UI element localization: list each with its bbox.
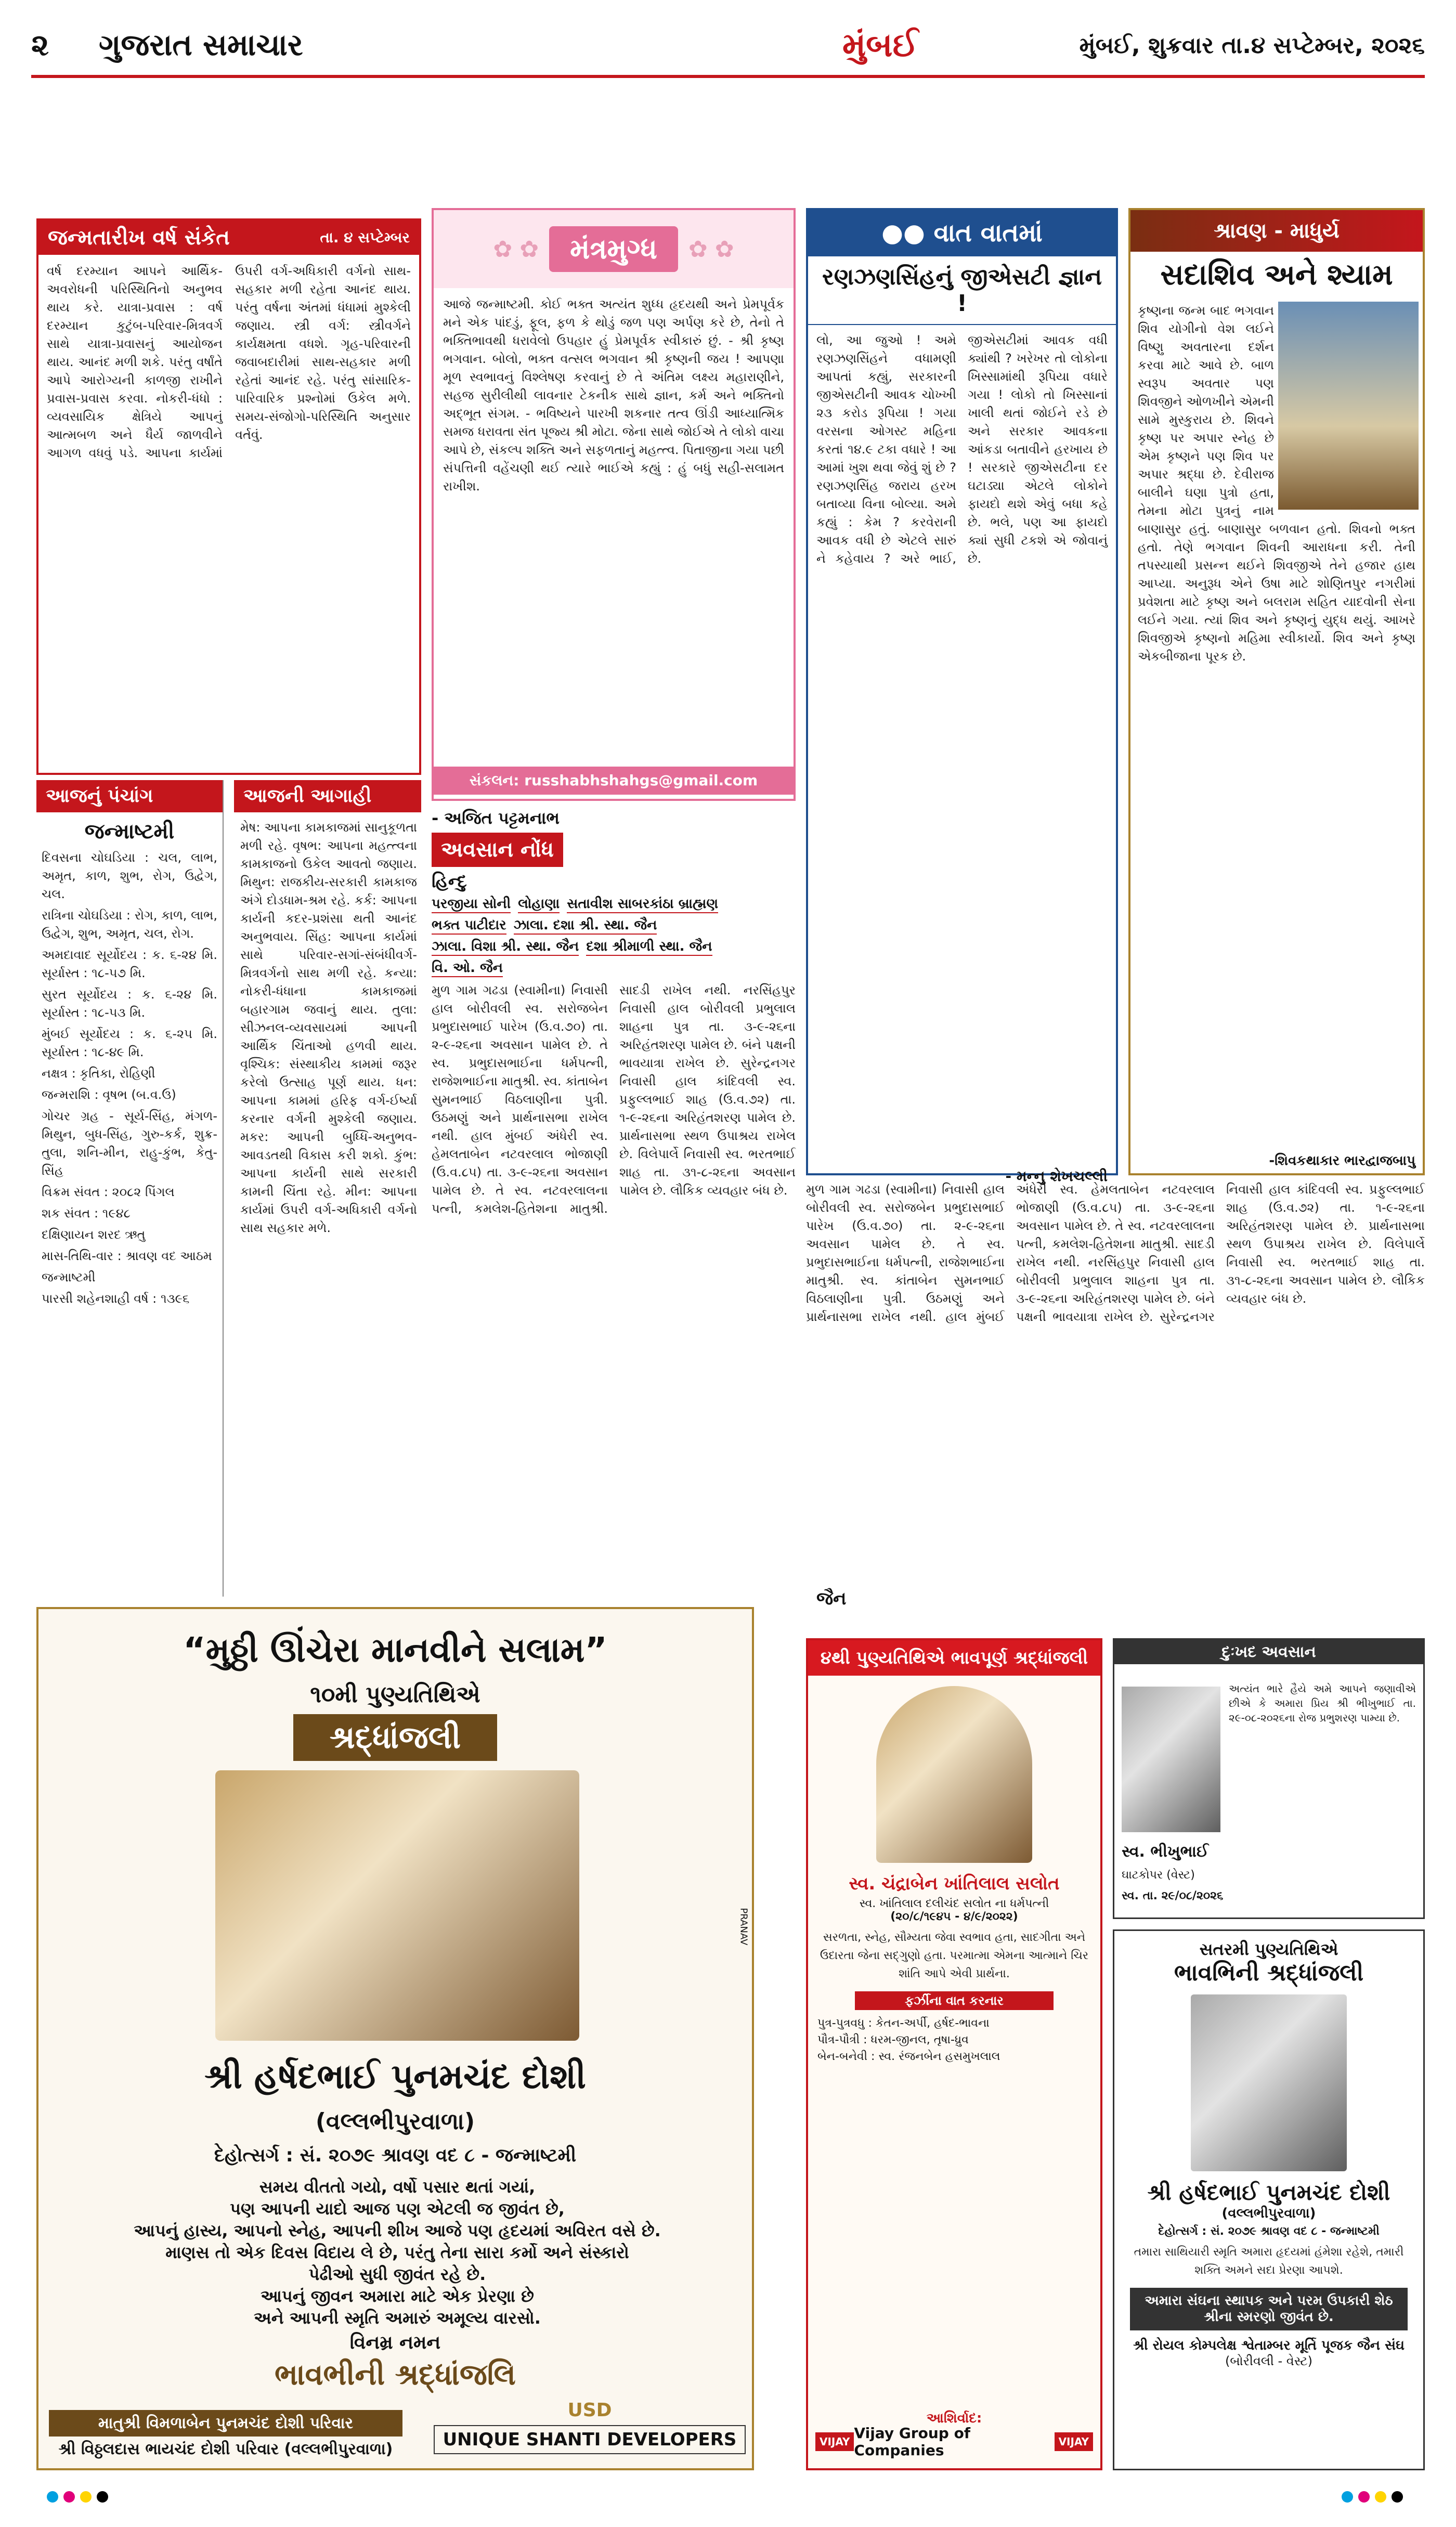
registration-marks bbox=[47, 2491, 113, 2505]
company-logo: USD bbox=[567, 2400, 612, 2421]
panchang-line: અમદાવાદ સૂર્યોદય : ક. ૬-૨૪ મિ. સૂર્યાસ્ત : ૧૮-૫૭ મિ. bbox=[42, 948, 217, 980]
obituary-community-hindu: હિન્દુ bbox=[432, 871, 467, 892]
city-name: મુંબઈ bbox=[842, 26, 918, 64]
poem-line: સમય વીતતો ગયો, વર્ષો પસાર થતાં ગયાં, bbox=[259, 2177, 536, 2197]
panchang-line: માસ-તિથિ-વાર : શ્રાવણ વદ આઠમ bbox=[42, 1249, 212, 1263]
panchang-line: જન્માષ્ટમી bbox=[42, 1270, 96, 1285]
small-native: (વલ્લભીપુરવાળા) bbox=[1221, 2206, 1316, 2221]
condolence-body: અત્યંત ભારે હૈયે અમે આપને જણાવીએ છીએ કે અમારા પ્રિય શ્રી ભીખુભાઈ તા. ૨૯-૦૮-૨૦૨૬ના રોજ પ્રભુશરણ પામ્યા છે. bbox=[1229, 1682, 1416, 1724]
small-label: ભાવભિની શ્રદ્ધાંજલી bbox=[1174, 1960, 1364, 1986]
tribute-death-line: દેહોત્સર્ગ : સં. ૨૦૭૯ શ્રાવણ વદ ૮ - જન્માષ્ટમી bbox=[214, 2145, 577, 2166]
tribute-label: શ્રદ્ધાંજલી bbox=[293, 1714, 497, 1761]
family-2: શ્રી વિઠ્ઠલદાસ ભાયચંદ દોશી પરિવાર (વલ્લભીપુરવાળા) bbox=[58, 2440, 393, 2458]
lotus-icon: ✿ ✿ bbox=[493, 236, 539, 263]
obituary-subheading: ભક્ત પાટીદાર bbox=[432, 917, 506, 935]
horoscope-text: વર્ષ દરમ્યાન આપને આર્થિક- અવરોધની પરિસ્થિતિનો અનુભવ થાય કરે. યાત્રા-પ્રવાસ : વર્ષ દરમ્યાન કુટુંબ-પરિવાર-મિત્રવર્ગ સાથે યાત્રા-પ્રવાસનું આયોજન થાય. આનંદ મળી શકે. પરંતુ વર્ષાંતે આપે આરોગ્યની કાળજી રાખીને પ્રવાસ-પ્રવાસ કરવા. નોકરી-ધંધો : વ્યવસાયિક ક્ષેત્રિયે આપનું આત્મબળ અને ધૈર્ય જાળવીને આગળ વધવું પડે. આપના કાર્યમાં ઉપરી વર્ગ-અધિકારી વર્ગનો સાથ-સહકાર મળી રહેતા આનંદ થાય. પરંતુ વર્ષના અંતમાં ધંધામાં મુશ્કેલી જણાય. સ્ત્રી વર્ગ: સ્ત્રીવર્ગને કાર્યક્ષમતા વધશે. ગૃહ-પરિવારની જવાબદારીમાં સાથ-સહકાર મળી રહેતાં આનંદ રહે. પરંતુ સાંસારિક-પારિવારિક પ્રશ્નોમાં ઉકેલ મળે. સમય-સંજોગો-પરિસ્થિતિ અનુસાર વર્તવું. bbox=[47, 264, 411, 460]
chandrabahen-relatives-heading: ફર્ઝીના વાત કરનાર bbox=[855, 1991, 1054, 2010]
mantra-title: મંત્રમુગ્ધ bbox=[549, 226, 678, 272]
talk-text: લો, આ જુઓ ! અમે રણઝણસિંહને વધામણી આપતાં કહ્યું, સરકારની જીએસટીની આવક ચોખ્ખી ૨૩ કરોડ રૂપિયા ! ગયા વરસના ઓગસ્ટ મહિના કરતાં ૧૪.૯ ટકા વધારે ! આ આમાં ખુશ થવા જેવું શું છે ? રણઝણસિંહ જરાય હરખ બતાવ્યા વિના બોલ્યા. અમે કહ્યું : કેમ ? કરવેરાની આવક વધી છે એટલે સારું ને કહેવાય ? અરે ભાઈ, જીએસટીમાં આવક વધી ક્યાંથી ? ખરેખર તો લોકોના ખિસ્સામાંથી રૂપિયા વધારે ગયા ! લોકો તો ખિસ્સાનાં ખાલી થતાં જોઈને રડે છે અને સરકાર આવકના આંકડા બતાવીને હરખાય છે ! સરકારે જીએસટીના દર ઘટાડ્યા એટલે લોકોને ફાયદો થશે એવું બધા કહે છે. ભલે, પણ આ ફાયદો ક્યાં સુધી ટકશે એ જોવાનું છે. bbox=[816, 333, 1108, 566]
vijay-company: Vijay Group of Companies bbox=[854, 2425, 970, 2459]
panchang-line: પારસી શહેનશાહી વર્ષ : ૧૩૯૬ bbox=[42, 1291, 190, 1306]
small-box: અમારા સંઘના સ્થાપક અને પરમ ઉપકારી શેઠ શ્રીના સ્મરણો જીવંત છે. bbox=[1130, 2288, 1408, 2330]
sangh-place: (બોરીવલી - વેસ્ટ) bbox=[1225, 2354, 1312, 2368]
obituary-subheading: ઝાલા. દશા શ્રી. સ્થા. જૈન bbox=[514, 917, 657, 935]
relative-line: પૌત્ર-પૌત્રી : ધરમ-જીનલ, તૃષા-ધ્રુવ bbox=[817, 2033, 969, 2046]
horoscope-title: જન્મતારીખ વર્ષ સંકેત bbox=[48, 226, 230, 250]
black-dot bbox=[97, 2491, 108, 2503]
small-death-line: દેહોત્સર્ગ : સં. ૨૦૭૯ શ્રાવણ વદ ૮ - જન્માષ્ટમી bbox=[1158, 2225, 1380, 2238]
lotus-icon: ✿ ✿ bbox=[688, 236, 734, 263]
relative-line: બેન-બનેવી : સ્વ. રંજનબેન હસમુખલાલ bbox=[817, 2050, 1000, 2063]
poem-line: અને આપની સ્મૃતિ અમારું અમૂલ્ય વારસો. bbox=[254, 2308, 541, 2328]
panchang-title: આજનું પંચાંગ bbox=[36, 780, 223, 812]
tribute-anniversary: ૧૦મી પુણ્યતિથિએ bbox=[310, 1681, 480, 1708]
credit: PRANAV bbox=[738, 1908, 749, 1946]
forecast-box bbox=[234, 780, 421, 1597]
horoscope-date: તા. ૪ સપ્ટેમ્બર bbox=[320, 229, 410, 246]
obituary-subheading: પરજીયા સોની bbox=[432, 896, 511, 913]
condolence-name: સ્વ. ભીખુભાઈ bbox=[1122, 1843, 1209, 1861]
chandrabahen-tribute bbox=[806, 1638, 1102, 2470]
obituary-community-jain: જૈન bbox=[811, 1586, 852, 1611]
poem-line: પેઢીઓ સુધી જીવંત રહે છે. bbox=[308, 2264, 486, 2284]
panchang-line: દિવસના ચોઘડિયા : ચલ, લાભ, અમૃત, કાળ, શુભ, રોગ, ઉદ્વેગ, ચલ. bbox=[42, 850, 217, 901]
panchang-line: વિક્રમ સંવત : ૨૦૮૨ પિંગલ bbox=[42, 1185, 175, 1199]
horoscope-box bbox=[36, 218, 421, 775]
tribute-native: (વલ્લભીપુરવાળા) bbox=[315, 2108, 475, 2135]
chandrabahen-dates: (૨૦/૮/૧૯૪૫ - ૪/૯/૨૦૨૨) bbox=[890, 1910, 1018, 1923]
panchang-line: રાત્રિના ચોઘડિયા : રોગ, કાળ, લાભ, ઉદ્વેગ, શુભ, અમૃત, ચલ, રોગ. bbox=[42, 908, 217, 941]
chandrabahen-sub: સ્વ. ખાંતિલાલ દલીચંદ સલોત ના ધર્મપત્ની bbox=[859, 1897, 1049, 1910]
panchang-lines bbox=[36, 849, 223, 1308]
talk-headline: રણઝણસિંહનું જીએસટી જ્ઞાન ! bbox=[808, 256, 1116, 325]
obituary-text-2: મુળ ગામ ગઢડા (સ્વામીના) નિવાસી હાલ બોરીવલી સ્વ. સરોજબેન પ્રભુદાસભાઈ પારેખ (ઉ.વ.૭૦) તા. ૨-૯-૨૬ના અવસાન પામેલ છે. તે સ્વ. પ્રભુદાસભાઈના ધર્મપત્ની, રાજેશભાઈના માતુશ્રી. સ્વ. કાંતાબેન સુમનભાઈ વિઠલાણીના પુત્રી. ઉઠમણું અને પ્રાર્થનાસભા રાખેલ નથી. હાલ મુંબઈ અંધેરી સ્વ. હેમલતાબેન નટવરલાલ ભોજાણી (ઉ.વ.૮૫) તા. ૩-૯-૨૬ના અવસાન પામેલ છે. તે સ્વ. નટવરલાલના પત્ની, કમલેશ-હિતેશના માતુશ્રી. સાદડી રાખેલ નથી. નરસિંહપુર નિવાસી હાલ બોરીવલી પ્રભુલાલ શાહના પુત્ર તા. ૩-૯-૨૬ના અરિહંતશરણ પામેલ છે. બંને પક્ષની ભાવયાત્રા રાખેલ છે. સુરેન્દ્રનગર નિવાસી હાલ કાંદિવલી સ્વ. પ્રફુલ્લભાઈ શાહ (ઉ.વ.૭૨) તા. ૧-૯-૨૬ના અરિહંતશરણ પામેલ છે. પ્રાર્થનાસભા સ્થળ ઉપાશ્રય રાખેલ છે. વિલેપાર્લે નિવાસી સ્વ. ભરતભાઈ શાહ તા. ૩૧-૮-૨૬ના અવસાન પામેલ છે. લૌકિક વ્યવહાર બંધ છે. bbox=[806, 1182, 1425, 1324]
family-1: માતુશ્રી વિમળાબેન પુનમચંદ દોશી પરિવાર bbox=[49, 2410, 402, 2437]
talk-title: ●● વાત વાતમાં bbox=[808, 210, 1116, 256]
shravan-headline: સદાશિવ અને શ્યામ bbox=[1160, 258, 1393, 292]
poem-line: આપનું જીવન અમારા માટે એક પ્રેરણા છે bbox=[261, 2286, 534, 2306]
relative-line: પુત્ર-પુત્રવધુ : કેતન-અર્પી, હર્ષદ-ભાવના bbox=[817, 2017, 990, 2030]
talk-box bbox=[806, 208, 1118, 1185]
horoscope-header bbox=[38, 221, 419, 255]
main-tribute-ad bbox=[36, 1607, 754, 2470]
obituary-subheading: લોહાણા bbox=[518, 896, 560, 913]
tribute-humble: વિનમ્ર નમન bbox=[349, 2332, 441, 2353]
page-header bbox=[31, 21, 1425, 78]
portrait-photo bbox=[215, 1770, 579, 2041]
chandrabahen-heading: ૪થી પુણ્યતિથિએ ભાવપૂર્ણ શ્રદ્ધાંજલી bbox=[808, 1640, 1100, 1676]
talk-author: - મન્નુ શેખચલ્લી bbox=[1005, 1168, 1108, 1185]
obituary-subheadings bbox=[432, 896, 796, 981]
obituary-title: અવસાન નોંધ bbox=[432, 833, 563, 867]
obituary-section-2 bbox=[806, 1181, 1425, 1633]
obituary-text: મુળ ગામ ગઢડા (સ્વામીના) નિવાસી હાલ બોરીવલી સ્વ. સરોજબેન પ્રભુદાસભાઈ પારેખ (ઉ.વ.૭૦) તા. ૨-૯-૨૬ના અવસાન પામેલ છે. તે સ્વ. પ્રભુદાસભાઈના ધર્મપત્ની, રાજેશભાઈના માતુશ્રી. સ્વ. કાંતાબેન સુમનભાઈ વિઠલાણીના પુત્રી. ઉઠમણું અને પ્રાર્થનાસભા રાખેલ નથી. હાલ મુંબઈ અંધેરી સ્વ. હેમલતાબેન નટવરલાલ ભોજાણી (ઉ.વ.૮૫) તા. ૩-૯-૨૬ના અવસાન પામેલ છે. તે સ્વ. નટવરલાલના પત્ની, કમલેશ-હિતેશના માતુશ્રી. સાદડી રાખેલ નથી. નરસિંહપુર નિવાસી હાલ બોરીવલી પ્રભુલાલ શાહના પુત્ર તા. ૩-૯-૨૬ના અરિહંતશરણ પામેલ છે. બંને પક્ષની ભાવયાત્રા રાખેલ છે. સુરેન્દ્રનગર નિવાસી હાલ કાંદિવલી સ્વ. પ્રફુલ્લભાઈ શાહ (ઉ.વ.૭૨) તા. ૧-૯-૨૬ના અરિહંતશરણ પામેલ છે. પ્રાર્થનાસભા સ્થળ ઉપાશ્રય રાખેલ છે. વિલેપાર્લે નિવાસી સ્વ. ભરતભાઈ શાહ તા. ૩૧-૮-૨૬ના અવસાન પામેલ છે. લૌકિક વ્યવહાર બંધ છે. bbox=[432, 983, 796, 1216]
forecast-title: આજની આગાહી bbox=[234, 780, 421, 812]
shravan-author: -શિવકથાકાર ભારદ્વાજબાપુ bbox=[1269, 1153, 1415, 1169]
cyan-dot bbox=[47, 2491, 58, 2503]
mantra-text: આજે જન્માષ્ટમી. કોઈ ભક્ત અત્યંત શુધ્ધ હૃદયથી અને પ્રેમપૂર્વક મને એક પાંદડું, ફૂલ, ફળ કે થોડું જળ પણ અર્પણ કરે છે, તેનો તે ભક્તિભાવથી ધરાવેલો ઉપહાર હું પ્રેમપૂર્વક સ્વીકારું છું. - શ્રી કૃષ્ણ ભગવાન. બોલો, ભક્ત વત્સલ ભગવાન શ્રી કૃષ્ણની જય ! આપણા મૂળ સ્વભાવનું વિશ્લેષણ કરવાનું છે તે અંતિમ લક્ષ્ય મહારાણીને, સહજ સુરીલીથી લાવનાર ટેકનીક સાથે જ્ઞાન, કર્મ અને ભક્તિનો અદ્ભૂત સંગમ. - ભવિષ્યને પારખી શકનાર તત્વ ઊંડી આધ્યાત્મિક સમજ ધરાવતા સંત પૂજ્ય શ્રી મોટા. જેના સાથે જોઈએ તે લોકો વાચા આપે છે, સંકલ્પ શક્તિ અને સફળતાનું મહત્ત્વ. પિતાજીના ગયા પછી સંપત્તિની વહેંચણી થઈ ત્યારે ભાઈએ કહ્યું : હું બધું સહી-સલામત રાખીશ. bbox=[443, 297, 784, 494]
mantra-box bbox=[432, 208, 796, 801]
panchang-line: નક્ષત્ર : કૃતિકા, રોહિણી bbox=[42, 1066, 155, 1081]
panchang-line: જન્મરાશિ : વૃષભ (બ.વ.ઉ) bbox=[42, 1087, 176, 1102]
condolence-sub: ઘાટકોપર (વેસ્ટ) bbox=[1122, 1869, 1195, 1882]
small-portrait bbox=[1191, 1994, 1347, 2171]
tribute-quote: “મુઠ્ઠી ઊંચેરા માનવીને સલામ” bbox=[183, 1630, 607, 1670]
shravan-title: શ્રાવણ - માધુર્ય bbox=[1130, 210, 1423, 252]
sangh-name: શ્રી રોયલ કોમ્પલેક્ષ શ્વેતામ્બર મૂર્તિ પૂજક જૈન સંઘ bbox=[1133, 2338, 1405, 2353]
poem-line: પણ આપની યાદો આજ પણ એટલી જ જીવંત છે, bbox=[230, 2199, 565, 2219]
chandrabahen-name: સ્વ. ચંદ્રાબેન ખાંતિલાલ સલોત bbox=[849, 1873, 1060, 1894]
condolence-photo bbox=[1122, 1687, 1220, 1832]
obituary-author: - અજિત પટ્ટમનાભ bbox=[432, 808, 560, 828]
registration-marks-right bbox=[1342, 2491, 1408, 2505]
obituary-subheading: દશા શ્રીમાળી સ્થા. જૈન bbox=[586, 939, 712, 956]
talk-icon: ●● bbox=[881, 218, 934, 248]
obituary-subheading: ઝાલા. વિશા શ્રી. સ્થા. જૈન bbox=[432, 939, 579, 956]
condolence-box bbox=[1113, 1638, 1425, 1919]
chandrabahen-photo bbox=[876, 1686, 1032, 1863]
panchang-line: ગોચર ગ્રહ - સૂર્ય-સિંહ, મંગળ-મિથુન, બુધ-સિંહ, ગુરુ-કર્ક, શુક્ર-તુલા, શનિ-મીન, રાહુ-કુંભ, કેતુ-સિંહ bbox=[42, 1109, 217, 1178]
small-body: તમારા સાથિયારી સ્મૃતિ અમારા હૃદયમાં હંમેશા રહેશે, તમારી શક્તિ અમને સદા પ્રેરણા આપશે. bbox=[1134, 2246, 1404, 2277]
shravan-box bbox=[1128, 208, 1425, 1175]
panchang-box bbox=[36, 780, 224, 1597]
condolence-date: સ્વ. તા. ૨૯/૦૮/૨૦૨૬ bbox=[1122, 1889, 1224, 1902]
condolence-title: દુઃખદ અવસાન bbox=[1114, 1640, 1423, 1664]
obituary-subheading: સતાવીશ સાબરકાંઠા બ્રાહ્મણ bbox=[567, 896, 718, 913]
yellow-dot bbox=[80, 2491, 92, 2503]
tribute-tribute: ભાવભીની શ્રદ્ધાંજલિ bbox=[275, 2358, 516, 2392]
panchang-line: સુરત સૂર્યોદય : ક. ૬-૨૪ મિ. સૂર્યાસ્ત : ૧૮-૫૩ મિ. bbox=[42, 987, 217, 1020]
page-number: ૨ bbox=[31, 27, 49, 62]
company-block bbox=[434, 2400, 746, 2454]
obituary-section bbox=[432, 806, 796, 1597]
panchang-festival: જન્માષ્ટમી bbox=[84, 820, 175, 844]
mantra-compiler: સંકલન: russhabhshahgs@gmail.com bbox=[434, 767, 794, 795]
small-name: શ્રી હર્ષદભાઈ પુનમચંદ દોશી bbox=[1147, 2180, 1390, 2205]
masthead: ગુજરાત સમાચાર bbox=[99, 27, 303, 62]
vijay-logo-right: VIJAY bbox=[1055, 2432, 1093, 2451]
krishna-shiva-illustration bbox=[1278, 302, 1419, 510]
dateline: મુંબઈ, શુક્રવાર તા.૪ સપ્ટેમ્બર, ૨૦૨૬ bbox=[1079, 32, 1425, 59]
tribute-name: શ્રી હર્ષદભાઈ પુનમચંદ દોશી bbox=[204, 2056, 586, 2096]
poem-line: માણસ તો એક દિવસ વિદાય લે છે, પરંતુ તેના સારા કર્મો અને સંસ્કારો bbox=[165, 2243, 629, 2262]
magenta-dot bbox=[63, 2491, 75, 2503]
obituary-subheading: વિ. ઓ. જૈન bbox=[432, 960, 503, 977]
panchang-line: શક સંવત : ૧૯૪૮ bbox=[42, 1206, 131, 1221]
company-name: UNIQUE SHANTI DEVELOPERS bbox=[434, 2425, 746, 2454]
poem-line: આપનું હાસ્ય, આપનો સ્નેહ, આપની શીખ આજે પણ હૃદયમાં અવિરત વસે છે. bbox=[134, 2221, 661, 2240]
panchang-line: મુંબઈ સૂર્યોદય : ક. ૬-૨૫ મિ. સૂર્યાસ્ત : ૧૮-૪૯ મિ. bbox=[42, 1027, 217, 1059]
vijay-logo-left: VIJAY bbox=[815, 2432, 854, 2451]
chandrabahen-body: સરળતા, સ્નેહ, સૌમ્યતા જેવા સ્વભાવ હતા, સાદગીતા અને ઉદારતા જેના સદ્ગુણો હતા. પરમાત્મા એમના આત્માને ચિર શાંતિ આપે એવી પ્રાર્થના. bbox=[820, 1931, 1089, 1980]
small-anniversary: સતરમી પુણ્યતિથિએ bbox=[1199, 1939, 1338, 1959]
small-tribute-ad bbox=[1113, 1929, 1425, 2470]
panchang-line: દક્ષિણાયન શરદ ઋતુ bbox=[42, 1227, 146, 1242]
tribute-poem bbox=[70, 2176, 725, 2329]
mantra-header bbox=[434, 210, 794, 288]
forecast-text: મેષ: આપના કામકાજમાં સાનુકૂળતા મળી રહે. વૃષભ: આપના મહત્ત્વના કામકાજનો ઉકેલ આવતો જણાય. મિથુન: રાજકીય-સરકારી કામકાજ અંગે દોડધામ-શ્રમ રહે. કર્ક: આપના કાર્યની કદર-પ્રશંસા થતી આનંદ અનુભવાય. સિંહ: આપના કાર્યમાં સાથે પરિવાર-સગાં-સંબંધીવર્ગ-મિત્રવર્ગનો સાથ મળી રહે. કન્યા: નોકરી-ધંધાના કામકાજમાં બહારગામ જવાનું થાય. તુલા: સીઝનલ-વ્યવસાયમાં આપની આર્થિક ચિંતાઓ હળવી થાય. વૃશ્ચિક: સંસ્થાકીય કામમાં જરૂર કરેલો ઉત્સાહ પૂર્ણ થાય. ધન: આપના કામમાં હરિફ વર્ગ-ઈર્ષ્યા કરનાર વર્ગની મુશ્કેલી જણાય. મકર: આપની બુધ્ધિ-અનુભવ-આવડતથી વિકાસ કરી શકો. કુંભ: આપના કાર્યની સાથે સરકારી કામની ચિંતા રહે. મીન: આપના કાર્યમાં ઉપરી વર્ગ-અધિકારી વર્ગનો સાથ સહકાર મળે. bbox=[240, 820, 417, 1235]
shravan-text: કૃષ્ણના જન્મ બાદ ભગવાન શિવ યોગીનો વેશ લઈને વિષ્ણુ અવતારના દર્શન કરવા માટે આવે છે. બાળ સ્વરૂપ અવતાર પણ શિવજીને ઓળખીને એમની સામે મુસ્કુરાય છે. શિવને કૃષ્ણ પર અપાર સ્નેહ છે એમ કૃષ્ણને પણ શિવ પર અપાર શ્રદ્ધા છે. દેવીરાજ બાલીને ઘણા પુત્રો હતા, તેમના મોટા પુત્રનું નામ બાણાસુર હતું. બાણાસુર બળવાન હતો. શિવનો ભક્ત હતો. તેણે ભગવાન શિવની આરાધના કરી. તેની તપસ્યાથી પ્રસન્ન થઈને શિવજીએ તેને હજાર હાથ આપ્યા. અનુરૂધ એને ઉષા માટે શોણિતપુર નગરીમાં પ્રવેશતા માટે કૃષ્ણ અને બલરામ સહિત યાદવોની સેના લઈને ગયા. ત્યાં શિવ અને કૃષ્ણનું યુદ્ધ થયું. આખરે શિવજીએ કૃષ્ણનો મહિમા સ્વીકાર્યો. શિવ અને કૃષ્ણ એકબીજાના પૂરક છે. bbox=[1138, 303, 1415, 664]
chandrabahen-footer-heading: આશિર્વાદ: bbox=[926, 2411, 982, 2426]
chandrabahen-relatives bbox=[808, 2013, 1100, 2067]
